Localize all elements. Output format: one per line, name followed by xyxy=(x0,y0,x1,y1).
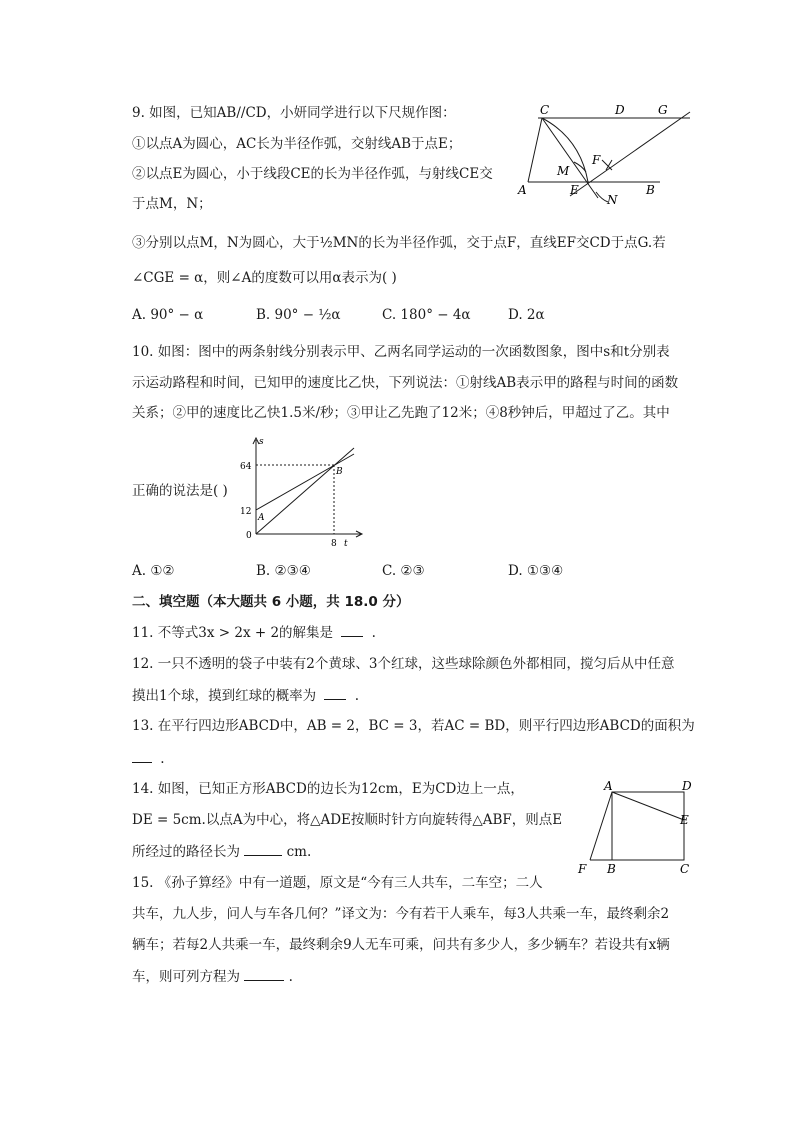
point-a-label: A xyxy=(258,513,265,523)
q9-line-5: ③分别以点M，N为圆心，大于½MN的长为半径作弧，交于点F，直线EF交CD于点G.若 xyxy=(132,235,666,251)
q15-end: . xyxy=(288,969,293,985)
q9-figure xyxy=(510,100,700,210)
label-g: G xyxy=(658,103,668,117)
q13-end: . xyxy=(160,751,165,767)
square-abcd xyxy=(612,792,684,860)
label-m: M xyxy=(557,164,570,178)
label-n: N xyxy=(607,193,618,207)
label-e: E xyxy=(680,813,689,827)
q10-option-b: B. ②③④ xyxy=(256,563,311,579)
q14-figure xyxy=(574,778,700,878)
tick-8: 8 xyxy=(331,539,337,549)
q12-text: 摸出1个球，摸到红球的概率为 xyxy=(132,688,317,704)
q14-line-1: 14. 如图，已知正方形ABCD的边长为12cm，E为CD边上一点， xyxy=(132,781,524,797)
q11-end: . xyxy=(371,625,376,641)
q14-text: 所经过的路径长为 xyxy=(132,844,240,860)
q10-line-3: 关系；②甲的速度比乙快1.5米/秒；③甲让乙先跑了12米；④8秒钟后，甲超过了乙。其中 xyxy=(132,405,670,421)
q15-line-2: 共车，九人步，问人与车各几何？”译文为：今有若干人乘车，每3人共乘一车，最终剩余2 xyxy=(132,906,670,922)
q15-line-3: 辆车；若每2人共乘一车，最终剩余9人无车可乘，问共有多少人，多少辆车？若设共有x辆 xyxy=(132,937,670,953)
q13-line-2 xyxy=(132,748,165,769)
q10-line-1: 10. 如图：图中的两条射线分别表示甲、乙两名同学运动的一次函数图象，图中s和t分别表 xyxy=(132,344,670,360)
label-a: A xyxy=(518,183,527,197)
q11-text: 11. 不等式3x > 2x + 2的解集是 xyxy=(132,625,334,641)
q9-option-d: D. 2α xyxy=(508,307,545,323)
q9-line-1: 9. 如图，已知AB//CD，小妍同学进行以下尺规作图： xyxy=(132,105,456,121)
label-c: C xyxy=(680,862,690,876)
tick-12: 12 xyxy=(240,507,252,517)
tick-0: 0 xyxy=(246,531,252,541)
ray-ab xyxy=(256,454,354,510)
q14-line-2: DE = 5cm.以点A为中心，将△ADE按顺时针方向旋转得△ABF，则点E xyxy=(132,812,563,828)
label-b: B xyxy=(646,183,655,197)
label-d: D xyxy=(615,103,625,117)
segment-ae xyxy=(612,792,684,820)
q14-unit: cm. xyxy=(286,844,312,860)
q10-chart xyxy=(236,434,366,554)
q10-option-c: C. ②③ xyxy=(382,563,425,579)
q15-line-4 xyxy=(132,966,293,987)
label-a: A xyxy=(604,779,613,793)
q9-line-2: ①以点A为圆心，AC长为半径作弧，交射线AB于点E； xyxy=(132,136,462,152)
q10-line-2: 示运动路程和时间，已知甲的速度比乙快，下列说法：①射线AB表示甲的路程与时间的函数 xyxy=(132,375,679,391)
label-f: F xyxy=(592,153,601,167)
q15-answer-blank[interactable] xyxy=(244,966,284,981)
q12-end: . xyxy=(354,688,359,704)
q10-option-a: A. ①② xyxy=(132,563,175,579)
q9-option-a: A. 90° − α xyxy=(132,307,204,323)
arc-f xyxy=(602,160,612,170)
q12-line-1: 12. 一只不透明的袋子中装有2个黄球、3个红球，这些球除颜色外都相同，搅匀后从中任意 xyxy=(132,656,675,672)
tick-64: 64 xyxy=(240,462,252,472)
q14-answer-blank[interactable] xyxy=(244,841,282,856)
point-b-label: B xyxy=(336,467,343,477)
q11 xyxy=(132,622,376,643)
q11-answer-blank[interactable] xyxy=(341,622,363,637)
label-d: D xyxy=(682,779,692,793)
label-e: E xyxy=(570,183,579,197)
q12-line-2 xyxy=(132,685,359,706)
q15-line-1: 15. 《孙子算经》中有一道题，原文是“今有三人共车，二车空；二人 xyxy=(132,875,543,891)
section-title: 二、填空题（本大题共 6 小题，共 18.0 分） xyxy=(132,594,410,610)
segment-af xyxy=(590,792,612,860)
label-b: B xyxy=(607,862,616,876)
q15-text: 车，则可列方程为 xyxy=(132,969,240,985)
q13-answer-blank[interactable] xyxy=(132,748,152,763)
line-efg xyxy=(570,112,690,196)
segment-ac xyxy=(528,118,542,182)
q9-line-3: ②以点E为圆心，小于线段CE的长为半径作弧，与射线CE交 xyxy=(132,166,493,182)
label-s: s xyxy=(259,437,264,447)
label-f: F xyxy=(578,862,587,876)
q13-line-1: 13. 在平行四边形ABCD中，AB = 2，BC = 3，若AC = BD，则平行四边形ABCD的面积为 xyxy=(132,718,695,734)
label-c: C xyxy=(540,103,550,117)
q10-option-d: D. ①③④ xyxy=(508,563,564,579)
q10-line-4: 正确的说法是( ) xyxy=(132,483,228,499)
q9-line-6: ∠CGE = α，则∠A的度数可以用α表示为( ) xyxy=(132,270,397,286)
q14-line-3 xyxy=(132,841,311,862)
label-t: t xyxy=(344,539,348,549)
ray-ob xyxy=(256,448,354,534)
q9-option-c: C. 180° − 4α xyxy=(382,307,471,323)
q9-line-4: 于点M，N； xyxy=(132,196,212,212)
q9-option-b: B. 90° − ½α xyxy=(256,307,341,323)
q12-answer-blank[interactable] xyxy=(324,685,346,700)
